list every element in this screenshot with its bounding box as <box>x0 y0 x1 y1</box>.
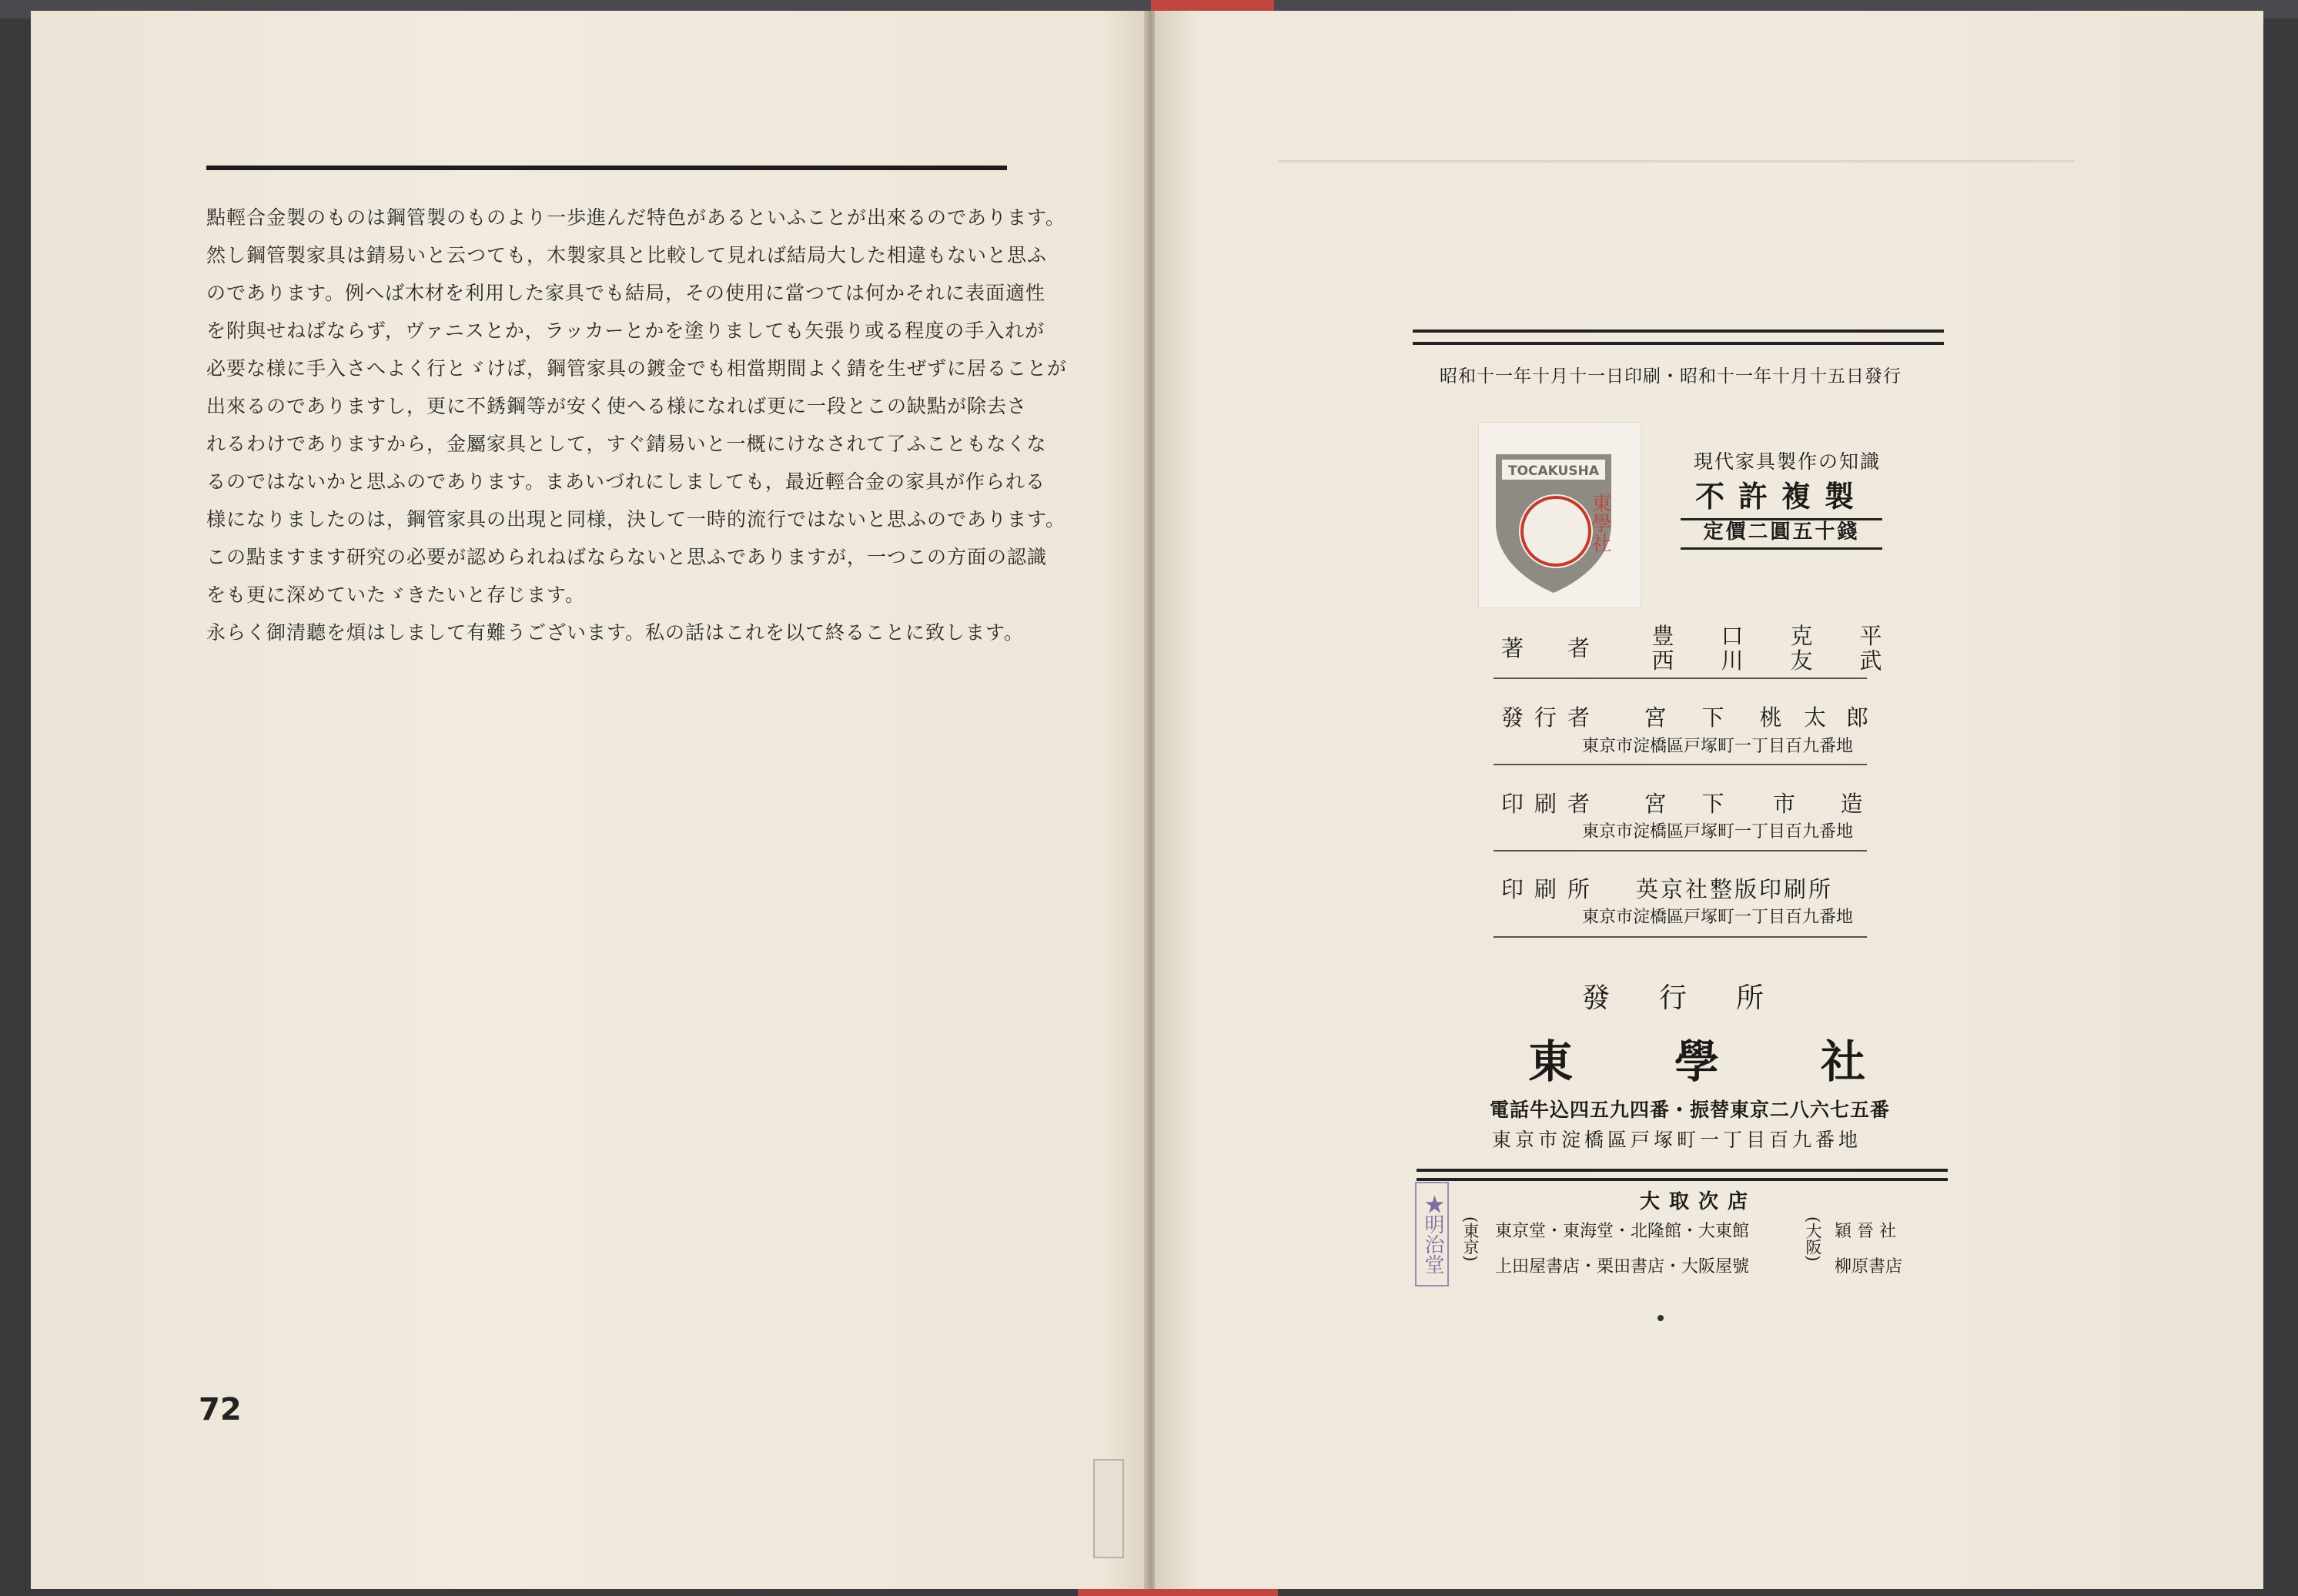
text-line: のであります。例へば木材を利用した家具でも結局，その使用に當つては何かそれに表面適性 <box>206 282 1046 304</box>
text-line: をも更に深めていたゞきたいと存じます。 <box>206 584 586 606</box>
divider <box>1494 764 1867 765</box>
divider <box>1494 936 1867 938</box>
tokyo-label: (東京) <box>1461 1216 1480 1262</box>
author-char: 克 <box>1790 623 1813 649</box>
name-char: 宮 <box>1644 704 1667 731</box>
seal-text: 東學社 <box>1588 493 1611 553</box>
authors-label: 著 者 <box>1501 635 1601 661</box>
page-number: 72 <box>199 1392 242 1427</box>
tokyo-distributors-2: 上田屋書店・栗田書店・大阪屋號 <box>1495 1257 1750 1276</box>
publisher-person-label: 發行者 <box>1501 704 1601 731</box>
author-char: 豊 <box>1651 623 1674 649</box>
ink-dot <box>1657 1315 1664 1321</box>
text-line: 然し鋼管製家具は錆易いと云つても，木製家具と比較して見れば結局大した相違もないと思ふ <box>206 244 1048 266</box>
name-char: 市 <box>1772 791 1795 817</box>
printer-label: 印刷者 <box>1501 791 1601 817</box>
text-line: 永らく御清聽を煩はしまして有難うございます。私の話はこれを以て終ることに致します。 <box>206 621 1025 644</box>
name-char: 宮 <box>1644 791 1667 817</box>
show-through-rule <box>1278 160 2075 162</box>
colophon-top-rule <box>1413 330 1944 345</box>
author-char: 友 <box>1790 647 1813 674</box>
author-char: 平 <box>1859 623 1882 649</box>
publisher-person <box>1632 701 1878 732</box>
osaka-label: (大阪) <box>1804 1216 1822 1262</box>
print-shop: 英京社整版印刷所 <box>1636 876 1834 902</box>
text-line: るのではないかと思ふのであります。まあいづれにしましても，最近輕合金の家具が作られる <box>206 470 1046 493</box>
author-char: 西 <box>1651 647 1674 674</box>
publisher-phone: 電話牛込四五九四番・振替東京二八六七五番 <box>1490 1099 1891 1121</box>
distributors-title: 大取次店 <box>1640 1190 1758 1213</box>
shield-text: TOCAKUSHA <box>1508 463 1599 479</box>
divider <box>1494 678 1867 679</box>
body-text <box>206 199 1068 651</box>
name-char: 造 <box>1840 791 1863 817</box>
text-line: 出來るのでありますし，更に不銹鋼等が安く使へる様になれば更に一段とこの缺點が除去さ <box>206 395 1028 417</box>
name-char: 桃 <box>1759 704 1782 731</box>
printer <box>1632 787 1882 818</box>
divider <box>1494 850 1867 852</box>
name-char: 下 <box>1701 791 1724 817</box>
author-2 <box>1628 644 1905 675</box>
publisher-address: 東京市淀橋區戸塚町一丁目百九番地 <box>1492 1129 1862 1151</box>
author-char: 川 <box>1721 647 1744 674</box>
publishing-house-label: 發行所 <box>1582 982 1814 1014</box>
print-dates: 昭和十一年十月十一日印刷・昭和十一年十月十五日發行 <box>1440 366 1902 386</box>
book-title: 現代家具製作の知識 <box>1694 450 1882 473</box>
library-stamp: ★明治堂 <box>1415 1182 1449 1287</box>
distributors-top-rule <box>1417 1169 1948 1181</box>
printer-address: 東京市淀橋區戸塚町一丁目百九番地 <box>1582 822 1854 841</box>
print-shop-address: 東京市淀橋區戸塚町一丁目百九番地 <box>1582 908 1854 927</box>
text-line: を附與せねばならず，ヴァニスとか，ラッカーとかを塗りましても矢張り或る程度の手入れが <box>206 320 1045 342</box>
publisher-name: 東學社 <box>1528 1036 1968 1088</box>
print-shop-label: 印刷所 <box>1501 876 1601 902</box>
osaka-distributor-1: 穎 晉 社 <box>1835 1222 1896 1241</box>
top-rule <box>206 166 1007 170</box>
publisher-person-address: 東京市淀橋區戸塚町一丁目百九番地 <box>1582 737 1854 756</box>
author-char: 武 <box>1859 647 1882 674</box>
price: 定價二圓五十錢 <box>1681 516 1882 550</box>
text-line: 様になりましたのは，鋼管家具の出現と同様，決して一時的流行ではないと思ふのであります。 <box>206 508 1066 530</box>
text-line: この點ますます研究の必要が認められねばならないと思ふでありますが，一つこの方面の認識 <box>206 546 1048 568</box>
name-char: 下 <box>1701 704 1724 731</box>
osaka-distributor-2: 柳原書店 <box>1835 1257 1903 1276</box>
tokyo-distributors-1: 東京堂・東海堂・北隆館・大東館 <box>1495 1222 1750 1241</box>
reproduction-notice: 不許複製 <box>1681 473 1882 520</box>
name-char: 郎 <box>1845 704 1868 731</box>
paper-slip <box>1093 1459 1124 1558</box>
text-line: 必要な様に手入さへよく行とゞけば，鋼管家具の鍍金でも相當期間よく錆を生ぜずに居ることが <box>206 357 1068 380</box>
name-char: 太 <box>1803 704 1826 731</box>
text-line: れるわけでありますから，金屬家具として，すぐ錆易いと一概にけなされて了ふこともなくな <box>206 433 1047 455</box>
author-char: 口 <box>1721 623 1744 649</box>
text-line: 點輕合金製のものは鋼管製のものより一歩進んだ特色があるといふことが出來るのであります。 <box>206 206 1066 229</box>
